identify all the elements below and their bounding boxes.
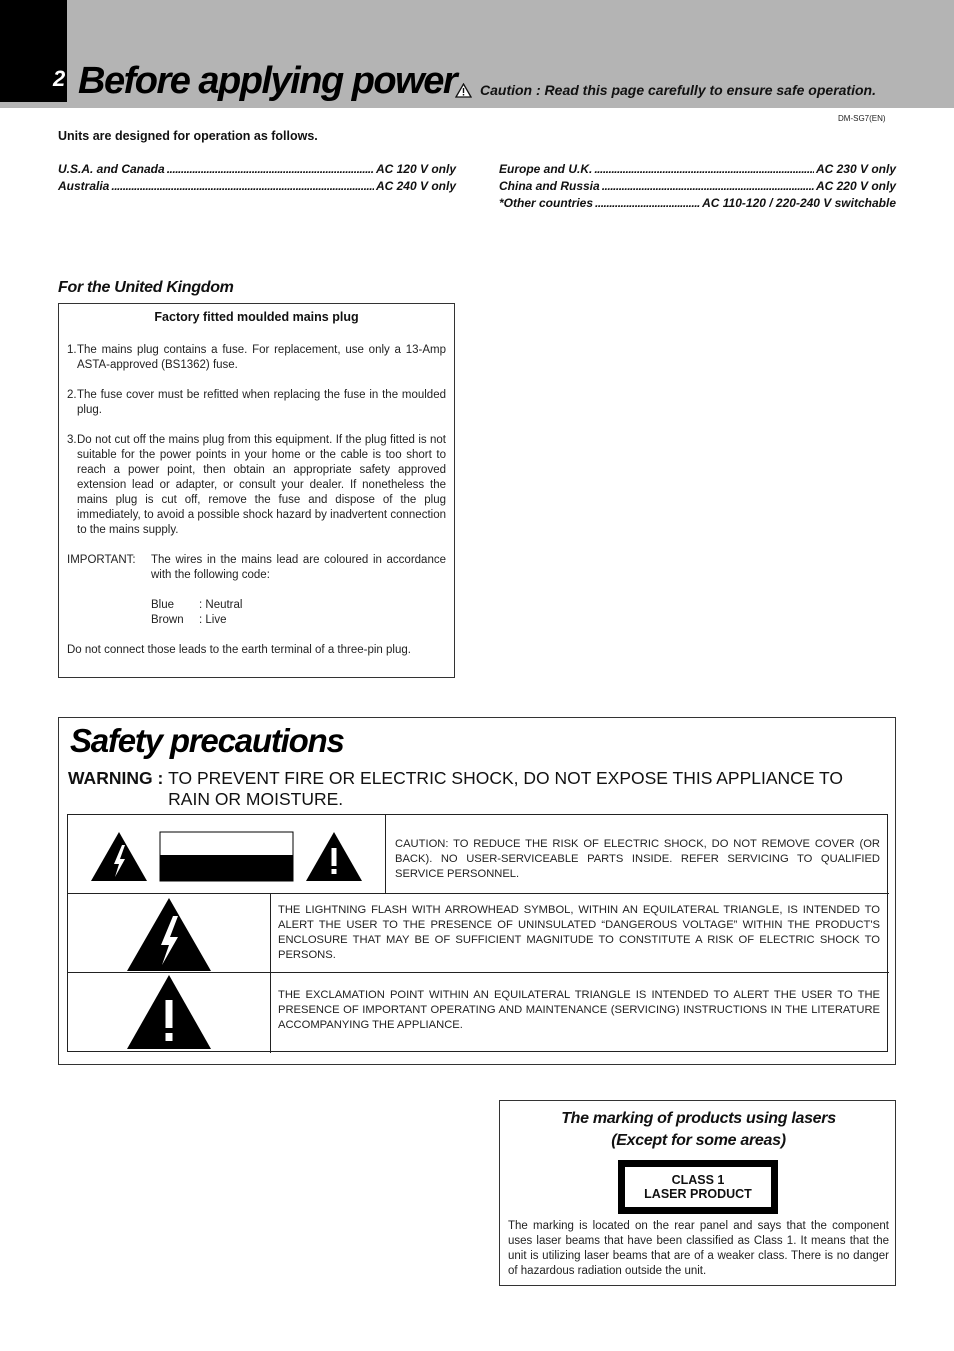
laser-title-line: The marking of products using lasers	[561, 1110, 836, 1127]
uk-item-number: 1.	[67, 344, 77, 356]
voltage-spec: AC 230 V only	[815, 162, 896, 176]
exclamation-triangle-icon	[306, 832, 362, 881]
dot-leader	[602, 179, 814, 193]
voltage-spec: AC 120 V only	[375, 162, 456, 176]
uk-box-title: Factory fitted moulded mains plug	[154, 310, 359, 324]
uk-item	[67, 433, 446, 538]
warning-label: WARNING :	[68, 768, 169, 788]
uk-heading: For the United Kingdom	[58, 279, 234, 296]
wire-color: Blue	[151, 599, 175, 611]
model-code: DM-SG7(EN)	[838, 114, 886, 123]
exclamation-text-cell	[271, 973, 889, 1053]
voltage-list-right	[499, 162, 896, 213]
laser-label-line: LASER PRODUCT	[644, 1187, 752, 1201]
uk-final-note: Do not connect those leads to the earth terminal of a three-pin plug.	[67, 644, 411, 656]
exclamation-explanation: THE EXCLAMATION POINT WITHIN AN EQUILATERAL TRIANGLE IS INTENDED TO ALERT THE USER TO THE PRESENCE OF IMPORTANT OPERATING AND MAINTENANCE (SERVICING) INSTRUCTIONS IN THE LITERATURE ACCOMPANYING THE APPLIANCE.	[278, 989, 880, 1031]
laser-title	[500, 1108, 897, 1152]
voltage-spec: AC 220 V only	[815, 179, 896, 193]
exclamation-triangle-icon	[68, 973, 271, 1053]
lightning-text-cell	[271, 894, 889, 973]
warning-text: TO PREVENT FIRE OR ELECTRIC SHOCK, DO NOT EXPOSE THIS APPLIANCE TO RAIN OR MOISTURE.	[168, 768, 844, 809]
safety-box	[58, 717, 896, 1065]
uk-item-text: The fuse cover must be refitted when replacing the fuse in the moulded plug.	[77, 389, 446, 416]
voltage-spec: AC 240 V only	[375, 179, 456, 193]
voltage-region: *Other countries	[499, 196, 594, 210]
caution-text-cell	[386, 815, 889, 894]
lightning-triangle-icon	[91, 832, 147, 881]
wire-color: Brown	[151, 614, 184, 626]
uk-item-number: 3.	[67, 434, 77, 446]
voltage-row	[499, 162, 896, 179]
uk-item-number: 2.	[67, 389, 77, 401]
page-number: 2	[53, 66, 66, 91]
dot-leader	[111, 179, 374, 193]
symbol-table	[67, 814, 888, 1052]
uk-item-text: Do not cut off the mains plug from this equipment. If the plug fitted is not suitable for the power points in your home or the cable is too short to reach a power point, then obtain an appropriate safety approved extension lead or adapter, or consult your dealer. If nonetheless the mains plug is cut off, remove the fuse and dispose of the plug immediately, to avoid a possible shock hazard by inadvertent connection to the mains supply.	[77, 434, 446, 536]
voltage-row	[58, 162, 456, 179]
laser-marking-box	[499, 1100, 896, 1286]
lightning-explanation: THE LIGHTNING FLASH WITH ARROWHEAD SYMBOL, WITHIN AN EQUILATERAL TRIANGLE, IS INTENDED TO ALERT THE USER TO THE PRESENCE OF UNINSULATED “DANGEROUS VOLTAGE” WITHIN THE PRODUCT'S ENCLOSURE THAT MAY BE OF SUFFICIENT MAGNITUDE TO CONSTITUTE A RISK OF ELECTRIC SHOCK TO PERSONS.	[278, 904, 880, 961]
lightning-triangle-icon	[68, 894, 271, 973]
important-note	[67, 553, 446, 583]
page-title: Before applying power	[78, 60, 457, 102]
caution-line	[455, 82, 876, 98]
voltage-list-left	[58, 162, 456, 196]
important-label: IMPORTANT:	[67, 554, 136, 566]
caution-label-cell	[68, 815, 386, 894]
laser-explanation: The marking is located on the rear panel and says that the component uses laser beams that have been classified as Class 1. It means that the unit is utilizing laser beams that are of a weaker class. There is no danger of hazardous radiation outside the unit.	[508, 1220, 889, 1277]
wire-row	[151, 613, 446, 628]
units-intro: Units are designed for operation as follows.	[58, 129, 318, 143]
wire-role: : Neutral	[199, 599, 243, 611]
wire-role: : Live	[199, 614, 227, 626]
class1-laser-label	[618, 1160, 778, 1214]
warning-statement	[68, 768, 878, 810]
lightning-symbol-cell	[68, 894, 271, 973]
laser-label-line: CLASS 1	[671, 1173, 725, 1187]
uk-item	[67, 343, 446, 373]
voltage-region: China and Russia	[499, 179, 600, 193]
caution-statement: CAUTION: TO REDUCE THE RISK OF ELECTRIC SHOCK, DO NOT REMOVE COVER (OR BACK). NO USER-SERVICEABLE PARTS INSIDE. REFER SERVICING TO QUALIFIED SERVICE PERSONNEL.	[395, 838, 880, 880]
uk-item-text: The mains plug contains a fuse. For replacement, use only a 13-Amp ASTA-approved (BS1362) fuse.	[77, 344, 446, 371]
voltage-row	[499, 179, 896, 196]
caution-text: Caution : Read this page carefully to ensure safe operation.	[480, 82, 876, 98]
important-text: The wires in the mains lead are coloured in accordance with the following code:	[151, 554, 446, 581]
laser-title-line: (Except for some areas)	[611, 1132, 786, 1149]
voltage-region: Europe and U.K.	[499, 162, 593, 176]
wire-row	[151, 598, 446, 613]
voltage-spec: AC 110-120 / 220-240 V switchable	[702, 196, 896, 210]
voltage-region: U.S.A. and Canada	[58, 162, 165, 176]
warning-triangle-icon	[455, 83, 472, 98]
voltage-region: Australia	[58, 179, 110, 193]
voltage-row	[58, 179, 456, 196]
wire-code-list	[151, 598, 446, 628]
voltage-row	[499, 196, 896, 213]
safety-title: Safety precautions	[70, 722, 344, 759]
dot-leader	[594, 162, 814, 176]
exclamation-symbol-cell	[68, 973, 271, 1053]
uk-plug-box	[58, 303, 455, 678]
uk-item	[67, 388, 446, 418]
dot-leader	[167, 162, 374, 176]
dot-leader	[595, 196, 700, 210]
caution-label-graphic	[68, 815, 386, 894]
